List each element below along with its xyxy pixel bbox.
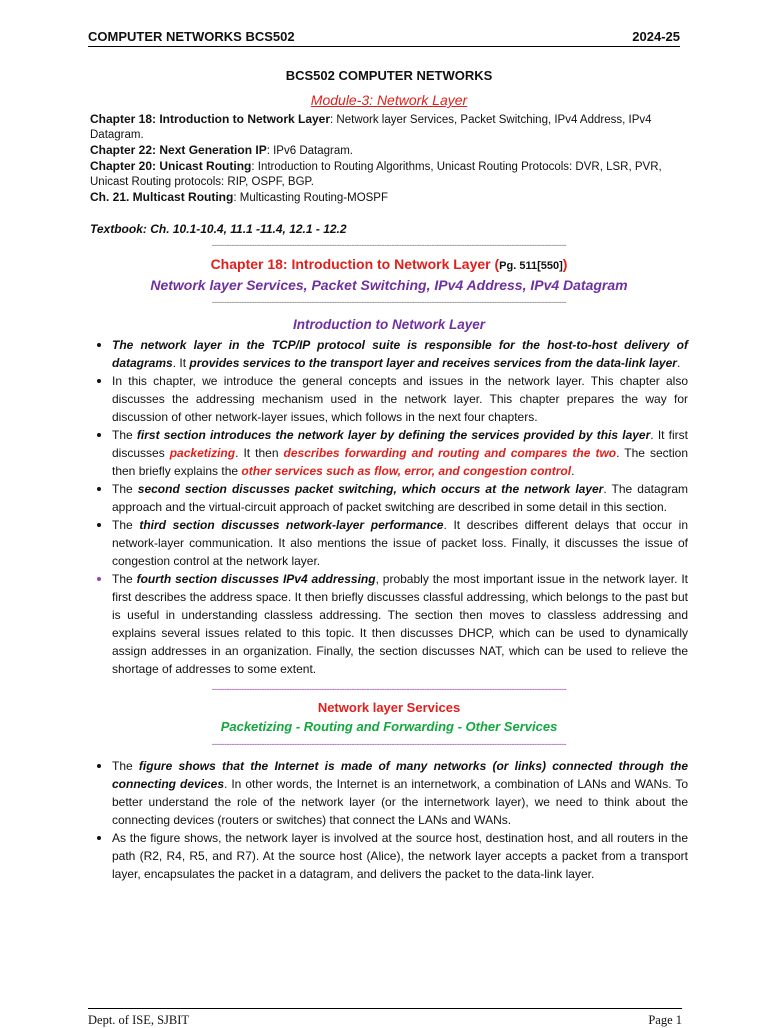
dashed-divider: ---------------------------------------------------------------------------------------------------------------------------------------------- xyxy=(211,240,567,250)
header-course: COMPUTER NETWORKS BCS502 xyxy=(88,29,295,44)
list-item: • The figure shows that the Internet is made of many networks (or links) connected through the connecting devices. In other words, the Internet is an internetwork, a combination of LANs and WANs. To better understand the role of the network layer (or the internetwork layer), we need to think about the connecting devices (routers or switches) that connect the LANs and WANs. xyxy=(112,757,688,829)
dashed-divider: ---------------------------------------------------------------------------------------------------------------------------------------------- xyxy=(211,297,567,307)
footer-divider xyxy=(88,1008,682,1009)
list-item: • The third section discusses network-layer performance. It describes different delays that occur in network-layer communication. It also mentions the issue of packet loss. Finally, it discusses the issue of congestion control at the network layer. xyxy=(112,516,688,570)
footer-department: Dept. of ISE, SJBIT xyxy=(88,1013,190,1027)
dashed-divider: ---------------------------------------------------------------------------------------------------------------------------------------------- xyxy=(211,684,567,694)
module-title: Module-3: Network Layer xyxy=(310,92,468,108)
services-list xyxy=(90,757,688,883)
page-content xyxy=(90,68,688,883)
list-item: • The second section discusses packet switching, which occurs at the network layer. The datagram approach and the virtual-circuit approach of packet switching are described in some detail in this section. xyxy=(112,480,688,516)
chapter-line: Chapter 20: Unicast Routing: Introduction to Routing Algorithms, Unicast Routing Protocols: DVR, LSR, PVR, Unicast Routing protocols: RIP, OSPF, BGP. xyxy=(90,159,662,188)
section-heading: Introduction to Network Layer xyxy=(292,317,485,332)
header-year: 2024-25 xyxy=(632,29,680,44)
chapter-line: Ch. 21. Multicast Routing: Multicasting Routing-MOSPF xyxy=(90,190,389,204)
document-title: BCS502 COMPUTER NETWORKS xyxy=(285,68,493,83)
textbook-reference: Textbook: Ch. 10.1-10.4, 11.1 -11.4, 12.1 - 12.2 xyxy=(90,222,347,236)
section-subtitle: Packetizing - Routing and Forwarding - Other Services xyxy=(220,719,558,734)
chapter-heading: Chapter 18: Introduction to Network Layer (Pg. 511[550]) xyxy=(210,256,568,272)
list-item: • As the figure shows, the network layer is involved at the source host, destination host, and all routers in the path (R2, R4, R5, and R7). At the source host (Alice), the network layer accepts a packet from a transport layer, encapsulates the packet in a datagram, and delivers the packet to the data-link layer. xyxy=(112,829,688,883)
chapter-subtitle: Network layer Services, Packet Switching, IPv4 Address, IPv4 Datagram xyxy=(150,277,628,293)
list-item: • The network layer in the TCP/IP protocol suite is responsible for the host-to-host delivery of datagrams. It provides services to the transport layer and receives services from the data-link layer. xyxy=(112,336,688,372)
intro-list xyxy=(90,336,688,678)
page-header xyxy=(88,22,680,47)
dashed-divider: ---------------------------------------------------------------------------------------------------------------------------------------------- xyxy=(211,739,567,749)
list-item: • The first section introduces the network layer by defining the services provided by this layer. It first discusses packetizing. It then describes forwarding and routing and compares the two. The section then briefly explains the other services such as flow, error, and congestion control. xyxy=(112,426,688,480)
list-item: • In this chapter, we introduce the general concepts and issues in the network layer. This chapter also discusses the addressing mechanism used in the network layer. This chapter prepares the way for discussion of other network-layer issues, which follows in the next four chapters. xyxy=(112,372,688,426)
page-number: Page 1 xyxy=(648,1013,682,1027)
list-item: • The fourth section discusses IPv4 addressing, probably the most important issue in the network layer. It first describes the address space. It then briefly discusses classful addressing, which belongs to the past but is useful in understanding classless addressing. The section then moves to classless addressing and explains several issues related to this topic. It then discusses DHCP, which can be used to dynamically assign addresses in an organization. Finally, the section discusses NAT, which can be used to relieve the shortage of addresses to some extent. xyxy=(112,570,688,678)
chapter-line: Chapter 18: Introduction to Network Layer: Network layer Services, Packet Switching, IPv4 Address, IPv4 Datagram. xyxy=(90,112,652,141)
page-footer xyxy=(88,1013,682,1028)
chapter-line: Chapter 22: Next Generation IP: IPv6 Datagram. xyxy=(90,143,354,157)
section-heading: Network layer Services xyxy=(317,700,461,715)
